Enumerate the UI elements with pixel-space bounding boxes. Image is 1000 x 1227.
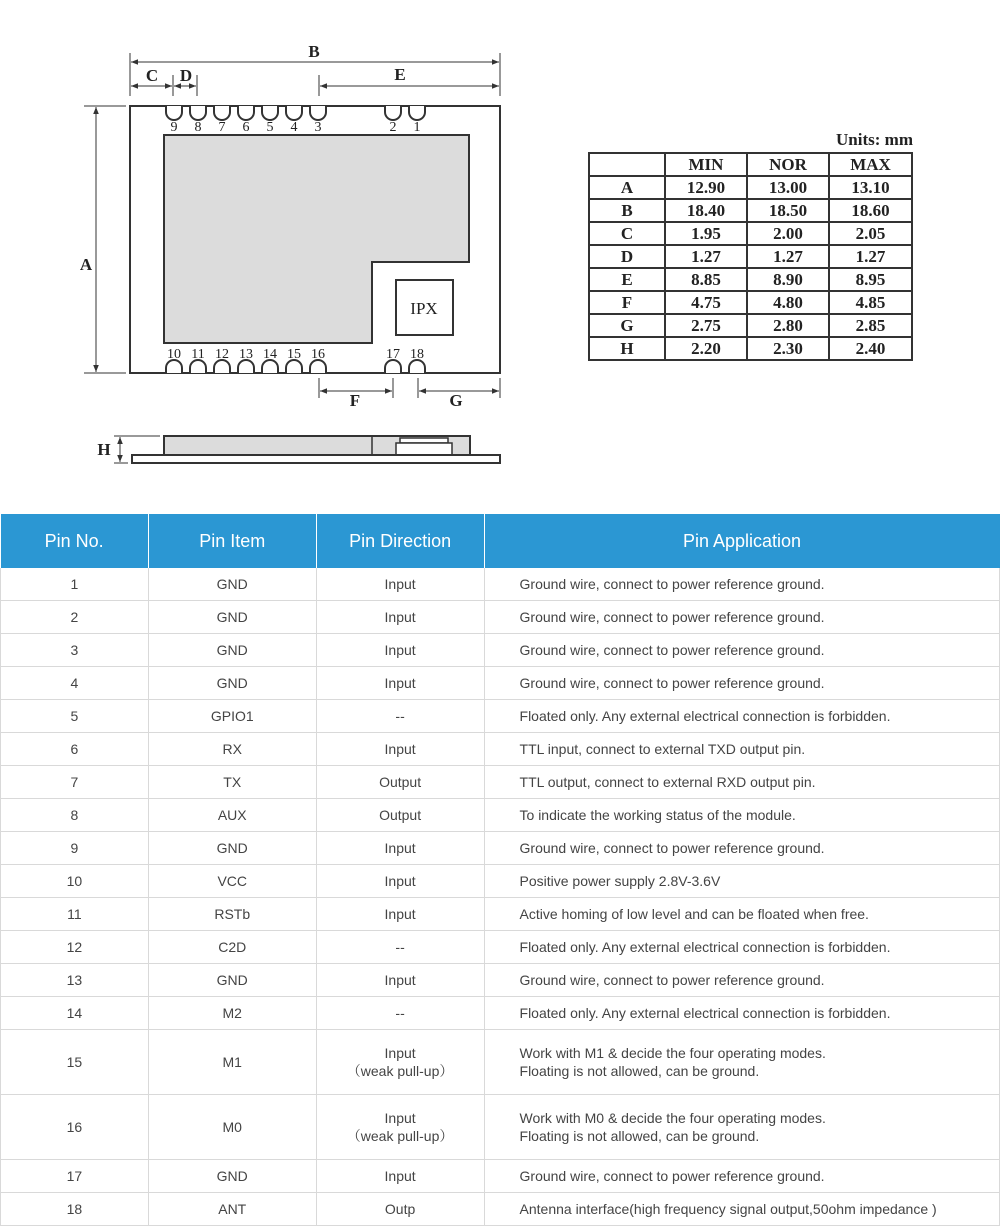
pin-number-cell: 15 <box>1 1030 149 1095</box>
dim-cell: 1.27 <box>665 245 747 268</box>
units-label: Units: mm <box>836 130 913 149</box>
dim-cell: 4.85 <box>829 291 912 314</box>
pin-header-cell: Pin No. <box>1 514 149 568</box>
dim-cell: 12.90 <box>665 176 747 199</box>
pin-direction-cell: Output <box>316 766 484 799</box>
pin-application-cell: Antenna interface(high frequency signal output,50ohm impedance ) <box>484 1193 999 1226</box>
dim-cell: 4.80 <box>747 291 829 314</box>
dim-cell: 2.85 <box>829 314 912 337</box>
pin-direction-cell: -- <box>316 931 484 964</box>
table-row <box>1 1095 1000 1160</box>
dim-label-e: E <box>394 65 406 84</box>
pin-direction-cell: Input <box>316 898 484 931</box>
dim-cell: F <box>589 291 665 314</box>
ipx-label: IPX <box>410 299 438 318</box>
table-row <box>1 1030 1000 1095</box>
top-pad-1 <box>409 106 425 120</box>
dim-row <box>589 314 912 337</box>
dim-row <box>589 222 912 245</box>
pin-application-cell: Work with M0 & decide the four operating modes. Floating is not allowed, can be ground. <box>484 1095 999 1160</box>
top-pad-3 <box>310 106 326 120</box>
dim-cell: 2.40 <box>829 337 912 360</box>
dim-row <box>589 199 912 222</box>
pin-number-label: 17 <box>386 347 400 362</box>
dim-cell: 13.00 <box>747 176 829 199</box>
pin-application-cell: Ground wire, connect to power reference ground. <box>484 667 999 700</box>
pin-application-cell: Ground wire, connect to power reference ground. <box>484 964 999 997</box>
pin-item-cell: M1 <box>148 1030 316 1095</box>
dim-label-f: F <box>349 391 361 410</box>
pin-item-cell: TX <box>148 766 316 799</box>
pin-item-cell: GND <box>148 964 316 997</box>
pin-number-cell: 2 <box>1 601 149 634</box>
pin-number-label: 1 <box>413 120 421 135</box>
dim-cell: 2.80 <box>747 314 829 337</box>
dim-header-cell: MAX <box>829 153 912 176</box>
pin-item-cell: M0 <box>148 1095 316 1160</box>
dim-label-h: H <box>97 440 111 459</box>
pin-number-cell: 18 <box>1 1193 149 1226</box>
table-row <box>1 931 1000 964</box>
pin-direction-cell: Input <box>316 601 484 634</box>
pin-item-cell: VCC <box>148 865 316 898</box>
pin-direction-cell: Input <box>316 733 484 766</box>
dim-cell: 8.90 <box>747 268 829 291</box>
dim-cell: 18.40 <box>665 199 747 222</box>
pin-item-cell: AUX <box>148 799 316 832</box>
pin-application-cell: Floated only. Any external electrical connection is forbidden. <box>484 931 999 964</box>
pin-item-cell: GND <box>148 601 316 634</box>
top-pad-4 <box>286 106 302 120</box>
pin-application-cell: TTL output, connect to external RXD output pin. <box>484 766 999 799</box>
pin-application-cell: Ground wire, connect to power reference ground. <box>484 601 999 634</box>
pin-number-cell: 13 <box>1 964 149 997</box>
pin-number-label: 9 <box>170 120 178 135</box>
pin-item-cell: ANT <box>148 1193 316 1226</box>
table-row <box>1 832 1000 865</box>
pin-number-label: 18 <box>410 347 424 362</box>
pin-item-cell: GPIO1 <box>148 700 316 733</box>
pin-header-cell: Pin Item <box>148 514 316 568</box>
pin-item-cell: GND <box>148 832 316 865</box>
pin-number-cell: 1 <box>1 568 149 601</box>
pin-item-cell: GND <box>148 634 316 667</box>
table-row <box>1 601 1000 634</box>
pin-direction-cell: Input （weak pull-up） <box>316 1030 484 1095</box>
dim-label-c: C <box>145 66 159 85</box>
pin-direction-cell: Input <box>316 634 484 667</box>
pin-item-cell: GND <box>148 568 316 601</box>
pin-application-cell: Positive power supply 2.8V-3.6V <box>484 865 999 898</box>
pin-number-label: 2 <box>389 120 397 135</box>
pin-number-cell: 17 <box>1 1160 149 1193</box>
pin-application-cell: Active homing of low level and can be floated when free. <box>484 898 999 931</box>
table-row <box>1 667 1000 700</box>
pin-direction-cell: Input <box>316 964 484 997</box>
pin-application-cell: Floated only. Any external electrical connection is forbidden. <box>484 700 999 733</box>
pin-application-cell: TTL input, connect to external TXD output pin. <box>484 733 999 766</box>
table-row <box>1 766 1000 799</box>
dim-header-cell: MIN <box>665 153 747 176</box>
pin-number-label: 6 <box>242 120 250 135</box>
dim-cell: 18.60 <box>829 199 912 222</box>
pin-number-cell: 14 <box>1 997 149 1030</box>
pin-application-cell: Ground wire, connect to power reference ground. <box>484 568 999 601</box>
pin-number-label: 11 <box>191 347 205 362</box>
dimension-table <box>588 152 913 361</box>
pin-number-label: 12 <box>215 347 229 362</box>
dim-header-cell: NOR <box>747 153 829 176</box>
dim-row <box>589 245 912 268</box>
pin-number-cell: 8 <box>1 799 149 832</box>
dim-cell: 8.95 <box>829 268 912 291</box>
table-row <box>1 568 1000 601</box>
pin-direction-cell: Output <box>316 799 484 832</box>
table-row <box>1 865 1000 898</box>
dim-label-a: A <box>79 255 93 274</box>
pin-number-label: 4 <box>290 120 298 135</box>
top-pad-9 <box>166 106 182 120</box>
dim-cell: 1.27 <box>747 245 829 268</box>
pin-application-cell: Ground wire, connect to power reference ground. <box>484 1160 999 1193</box>
dim-row <box>589 291 912 314</box>
pin-number-cell: 6 <box>1 733 149 766</box>
pin-number-cell: 10 <box>1 865 149 898</box>
pin-number-label: 10 <box>167 347 181 362</box>
dim-cell: G <box>589 314 665 337</box>
dim-label-d: D <box>179 66 193 85</box>
pin-application-cell: Ground wire, connect to power reference ground. <box>484 832 999 865</box>
dim-row <box>589 337 912 360</box>
pin-direction-cell: Input <box>316 865 484 898</box>
pin-item-cell: C2D <box>148 931 316 964</box>
pin-item-cell: RX <box>148 733 316 766</box>
pin-direction-cell: -- <box>316 700 484 733</box>
dim-cell: H <box>589 337 665 360</box>
dim-cell: 13.10 <box>829 176 912 199</box>
pin-number-label: 8 <box>194 120 202 135</box>
dim-cell: 2.30 <box>747 337 829 360</box>
pin-number-cell: 5 <box>1 700 149 733</box>
top-pad-5 <box>262 106 278 120</box>
top-pad-7 <box>214 106 230 120</box>
table-row <box>1 898 1000 931</box>
dim-cell: 1.95 <box>665 222 747 245</box>
pin-number-label: 15 <box>287 347 301 362</box>
pin-direction-cell: -- <box>316 997 484 1030</box>
dim-cell: A <box>589 176 665 199</box>
pin-application-cell: Floated only. Any external electrical connection is forbidden. <box>484 997 999 1030</box>
pin-application-cell: Ground wire, connect to power reference ground. <box>484 634 999 667</box>
dim-cell: 2.75 <box>665 314 747 337</box>
top-pad-6 <box>238 106 254 120</box>
table-row <box>1 700 1000 733</box>
dim-cell: C <box>589 222 665 245</box>
pin-item-cell: RSTb <box>148 898 316 931</box>
dim-cell: 4.75 <box>665 291 747 314</box>
dim-cell: D <box>589 245 665 268</box>
dim-cell: 18.50 <box>747 199 829 222</box>
dim-label-b: B <box>308 42 320 61</box>
table-row <box>1 997 1000 1030</box>
pin-application-cell: Work with M1 & decide the four operating modes. Floating is not allowed, can be ground. <box>484 1030 999 1095</box>
pin-number-cell: 16 <box>1 1095 149 1160</box>
pin-number-cell: 9 <box>1 832 149 865</box>
table-row <box>1 799 1000 832</box>
dim-cell: 2.05 <box>829 222 912 245</box>
pin-number-label: 5 <box>266 120 274 135</box>
pin-direction-cell: Input <box>316 568 484 601</box>
dim-row <box>589 268 912 291</box>
pin-direction-cell: Input <box>316 1160 484 1193</box>
pin-direction-cell: Outp <box>316 1193 484 1226</box>
table-row <box>1 733 1000 766</box>
pin-number-label: 14 <box>263 347 277 362</box>
dim-cell: 1.27 <box>829 245 912 268</box>
dim-label-g: G <box>449 391 463 410</box>
pin-number-cell: 4 <box>1 667 149 700</box>
pin-number-cell: 12 <box>1 931 149 964</box>
top-pad-8 <box>190 106 206 120</box>
pin-number-label: 16 <box>311 347 325 362</box>
dim-cell: 8.85 <box>665 268 747 291</box>
table-row <box>1 1193 1000 1226</box>
pin-item-cell: GND <box>148 1160 316 1193</box>
pin-number-cell: 3 <box>1 634 149 667</box>
pin-item-cell: M2 <box>148 997 316 1030</box>
pin-direction-cell: Input （weak pull-up） <box>316 1095 484 1160</box>
dim-row <box>589 176 912 199</box>
table-row <box>1 964 1000 997</box>
dim-cell: B <box>589 199 665 222</box>
pin-header-cell: Pin Application <box>484 514 999 568</box>
dim-cell: E <box>589 268 665 291</box>
pin-number-label: 7 <box>218 120 226 135</box>
pin-direction-cell: Input <box>316 832 484 865</box>
dim-cell: 2.00 <box>747 222 829 245</box>
pin-direction-cell: Input <box>316 667 484 700</box>
table-row <box>1 634 1000 667</box>
pin-item-cell: GND <box>148 667 316 700</box>
dim-header-cell <box>589 153 665 176</box>
top-pad-2 <box>385 106 401 120</box>
pin-number-label: 13 <box>239 347 253 362</box>
pin-application-cell: To indicate the working status of the module. <box>484 799 999 832</box>
pin-number-label: 3 <box>314 120 322 135</box>
dim-cell: 2.20 <box>665 337 747 360</box>
pin-header-cell: Pin Direction <box>316 514 484 568</box>
side-view-board <box>132 455 500 463</box>
pin-number-cell: 7 <box>1 766 149 799</box>
pin-table <box>0 514 1000 1226</box>
table-row <box>1 1160 1000 1193</box>
pin-number-cell: 11 <box>1 898 149 931</box>
